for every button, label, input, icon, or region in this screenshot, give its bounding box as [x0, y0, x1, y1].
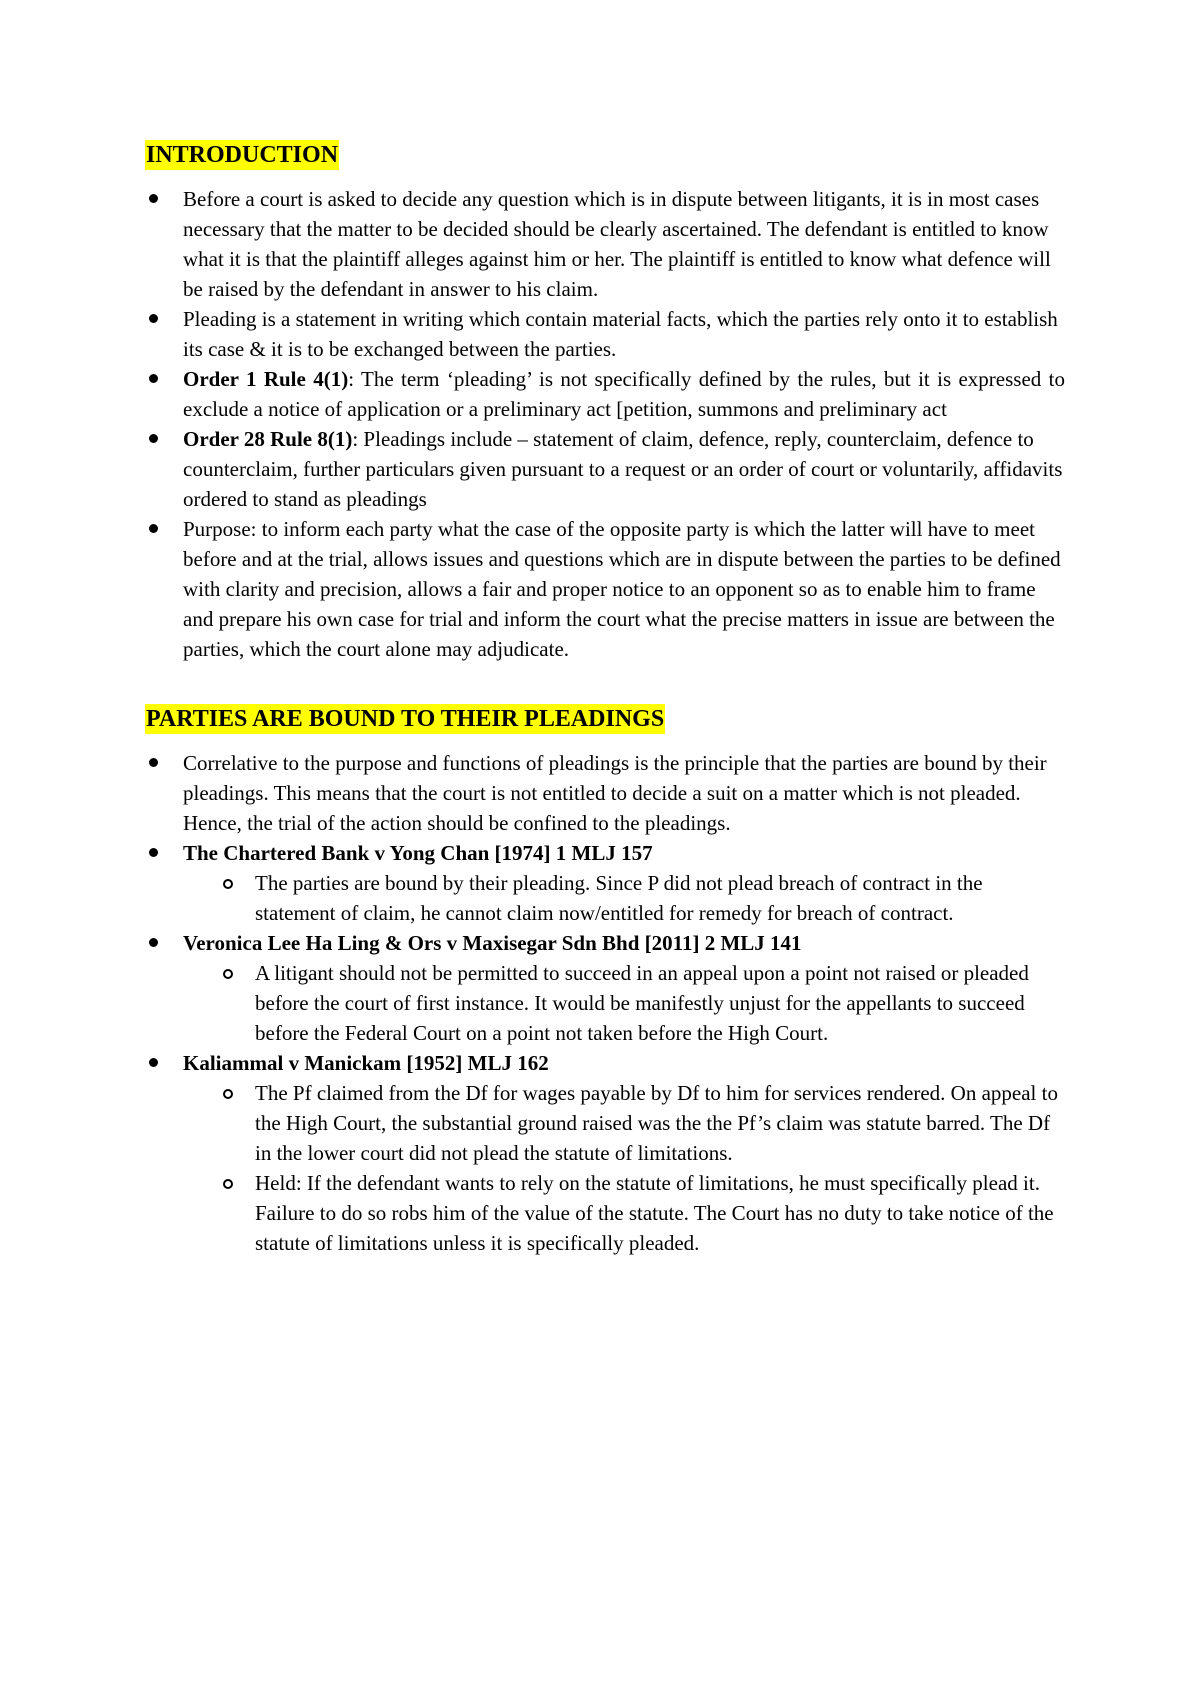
sub-list: [183, 1078, 1065, 1258]
bullet-item: [145, 1048, 1065, 1258]
circle-bullet-icon: [223, 969, 233, 979]
sub-item: [183, 958, 1065, 1048]
bullet-dot-icon: [149, 848, 158, 857]
sub-list: [183, 868, 1065, 928]
bullet-text: Pleading is a statement in writing which contain material facts, which the parties rely onto it to establish its case & it is to be exchanged between the parties.: [183, 307, 1058, 361]
bullet-item: [145, 748, 1065, 838]
bullet-dot-icon: [149, 524, 158, 533]
rule-reference: Order 1 Rule 4(1): [183, 367, 349, 391]
document-body: [145, 140, 1065, 1258]
bullet-text: : Pleadings include – statement of claim, defence, reply, counterclaim, defence to counterclaim, further particulars given pursuant to a request or an order of court or voluntarily, affidavits ordered to stand as pleadings: [183, 427, 1063, 511]
bullet-item: [145, 424, 1065, 514]
bullet-list: [145, 184, 1065, 664]
sub-text: The Pf claimed from the Df for wages payable by Df to him for services rendered. On appeal to the High Court, the substantial ground raised was the the Pf’s claim was statute barred. The Df in the lower court did not plead the statute of limitations.: [255, 1081, 1058, 1165]
bullet-item: [145, 364, 1065, 424]
sub-text: The parties are bound by their pleading. Since P did not plead breach of contract in the statement of claim, he cannot claim now/entitled for remedy for breach of contract.: [255, 871, 983, 925]
section-introduction: [145, 140, 1065, 664]
case-citation: The Chartered Bank v Yong Chan [1974] 1 MLJ 157: [183, 841, 653, 865]
bullet-item: [145, 184, 1065, 304]
bullet-text: : The term ‘pleading’ is not specifically defined by the rules, but it is expressed to exclude a notice of application or a preliminary act [petition, summons and preliminary act: [183, 367, 1065, 421]
sub-text: A litigant should not be permitted to succeed in an appeal upon a point not raised or pleaded before the court of first instance. It would be manifestly unjust for the appellants to succeed before the Federal Court on a point not taken before the High Court.: [255, 961, 1029, 1045]
sub-item: [183, 1078, 1065, 1168]
bullet-dot-icon: [149, 938, 158, 947]
bullet-dot-icon: [149, 374, 158, 383]
bullet-item: [145, 514, 1065, 664]
bullet-dot-icon: [149, 434, 158, 443]
bullet-dot-icon: [149, 194, 158, 203]
sub-item: [183, 868, 1065, 928]
sub-text: Held: If the defendant wants to rely on the statute of limitations, he must specifically plead it. Failure to do so robs him of the value of the statute. The Court has no duty to take notice of the statute of limitations unless it is specifically pleaded.: [255, 1171, 1054, 1255]
bullet-text: Purpose: to inform each party what the case of the opposite party is which the latter will have to meet before and at the trial, allows issues and questions which are in dispute between the parties to be defined with clarity and precision, allows a fair and proper notice to an opponent so as to enable him to frame and prepare his own case for trial and inform the court what the precise matters in issue are between the parties, which the court alone may adjudicate.: [183, 517, 1061, 661]
bullet-list: [145, 748, 1065, 1258]
section-parties-bound: [145, 704, 1065, 1258]
case-citation: Kaliammal v Manickam [1952] MLJ 162: [183, 1051, 549, 1075]
circle-bullet-icon: [223, 1179, 233, 1189]
case-citation: Veronica Lee Ha Ling & Ors v Maxisegar Sdn Bhd [2011] 2 MLJ 141: [183, 931, 802, 955]
section-heading: INTRODUCTION: [146, 142, 339, 168]
bullet-dot-icon: [149, 1058, 158, 1067]
section-heading: PARTIES ARE BOUND TO THEIR PLEADINGS: [146, 706, 665, 732]
sub-list: [183, 958, 1065, 1048]
bullet-text: Correlative to the purpose and functions of pleadings is the principle that the parties are bound by their pleadings. This means that the court is not entitled to decide a suit on a matter which is not pleaded. Hence, the trial of the action should be confined to the pleadings.: [183, 751, 1047, 835]
bullet-text: Before a court is asked to decide any question which is in dispute between litigants, it is in most cases necessary that the matter to be decided should be clearly ascertained. The defendant is entitled to know what it is that the plaintiff alleges against him or her. The plaintiff is entitled to know what defence will be raised by the defendant in answer to his claim.: [183, 187, 1051, 301]
bullet-item: [145, 304, 1065, 364]
circle-bullet-icon: [223, 1089, 233, 1099]
bullet-item: [145, 928, 1065, 1048]
bullet-item: [145, 838, 1065, 928]
sub-item: [183, 1168, 1065, 1258]
bullet-dot-icon: [149, 314, 158, 323]
circle-bullet-icon: [223, 879, 233, 889]
bullet-dot-icon: [149, 758, 158, 767]
rule-reference: Order 28 Rule 8(1): [183, 427, 353, 451]
